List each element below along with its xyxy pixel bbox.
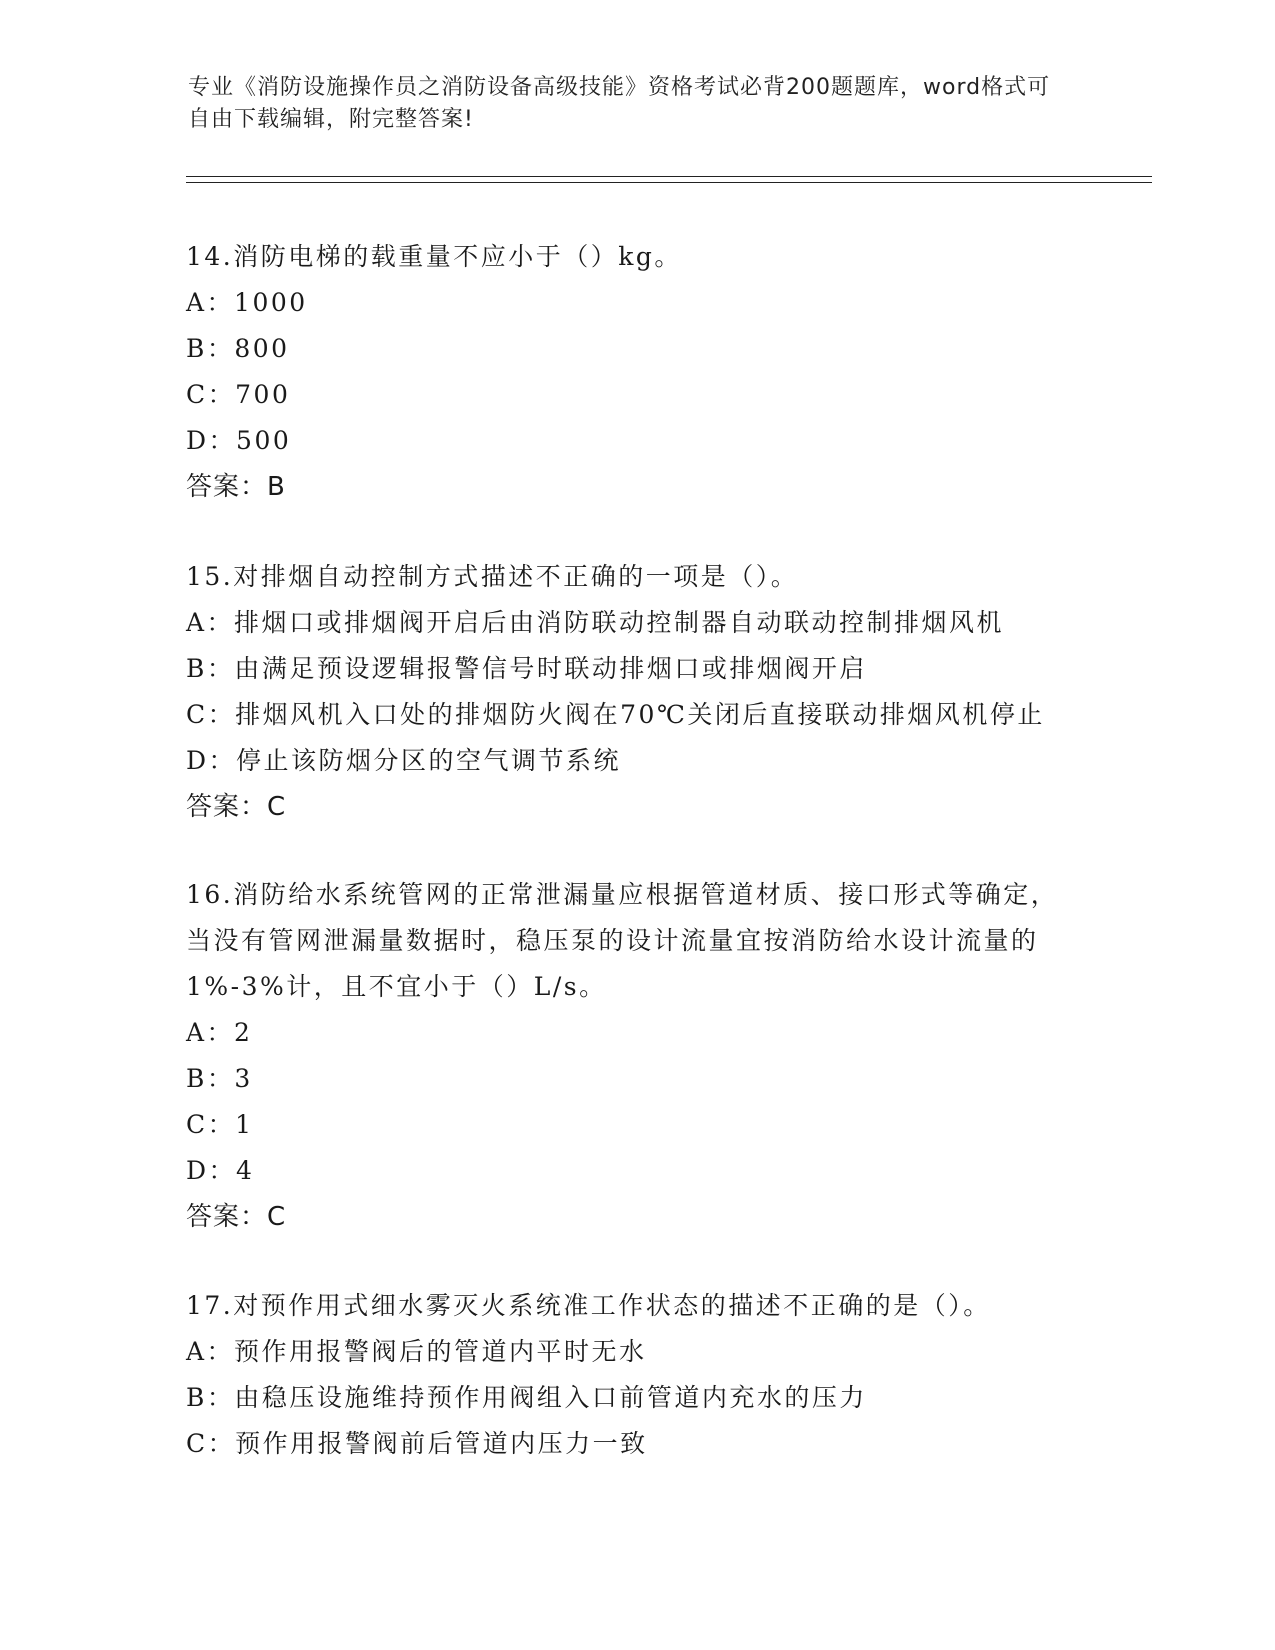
answer-label: 答案：C (186, 1202, 287, 1232)
option-c: C：1 (186, 1110, 254, 1139)
question-15 (186, 554, 1086, 830)
question-17 (186, 1283, 1086, 1467)
header-divider-top (186, 176, 1152, 177)
document-intro: 专业《消防设施操作员之消防设备高级技能》资格考试必背200题题库，word格式可自由下载编辑，附完整答案! (188, 75, 1051, 132)
question-14 (186, 234, 1086, 510)
answer-label: 答案：B (186, 472, 286, 502)
option-a: A：预作用报警阀后的管道内平时无水 (186, 1337, 647, 1366)
option-a: A：排烟口或排烟阀开启后由消防联动控制器自动联动控制排烟风机 (186, 608, 1005, 637)
question-stem: 14.消防电梯的载重量不应小于（）kg。 (186, 242, 682, 271)
option-d: D：4 (186, 1156, 255, 1185)
question-stem: 16.消防给水系统管网的正常泄漏量应根据管道材质、接口形式等确定，当没有管网泄漏量数据时，稳压泵的设计流量宜按消防给水设计流量的1%-3%计，且不宜小于（）L/s。 (186, 880, 1059, 1001)
option-b: B：由稳压设施维持预作用阀组入口前管道内充水的压力 (186, 1383, 867, 1412)
option-b: B：3 (186, 1064, 253, 1093)
option-b: B：800 (186, 334, 290, 363)
option-c: C：预作用报警阀前后管道内压力一致 (186, 1429, 648, 1458)
option-d: D：停止该防烟分区的空气调节系统 (186, 746, 622, 775)
question-stem: 15.对排烟自动控制方式描述不正确的一项是（）。 (186, 562, 799, 591)
question-stem: 17.对预作用式细水雾灭火系统准工作状态的描述不正确的是（）。 (186, 1291, 991, 1320)
question-16 (186, 872, 1086, 1240)
header-divider-bottom (186, 182, 1152, 183)
option-a: A：2 (186, 1018, 253, 1047)
option-a: A：1000 (186, 288, 308, 317)
option-d: D：500 (186, 426, 292, 455)
option-b: B：由满足预设逻辑报警信号时联动排烟口或排烟阀开启 (186, 654, 867, 683)
option-c: C：700 (186, 380, 291, 409)
option-c: C：排烟风机入口处的排烟防火阀在70℃关闭后直接联动排烟风机停止 (186, 700, 1045, 729)
answer-label: 答案：C (186, 792, 287, 822)
